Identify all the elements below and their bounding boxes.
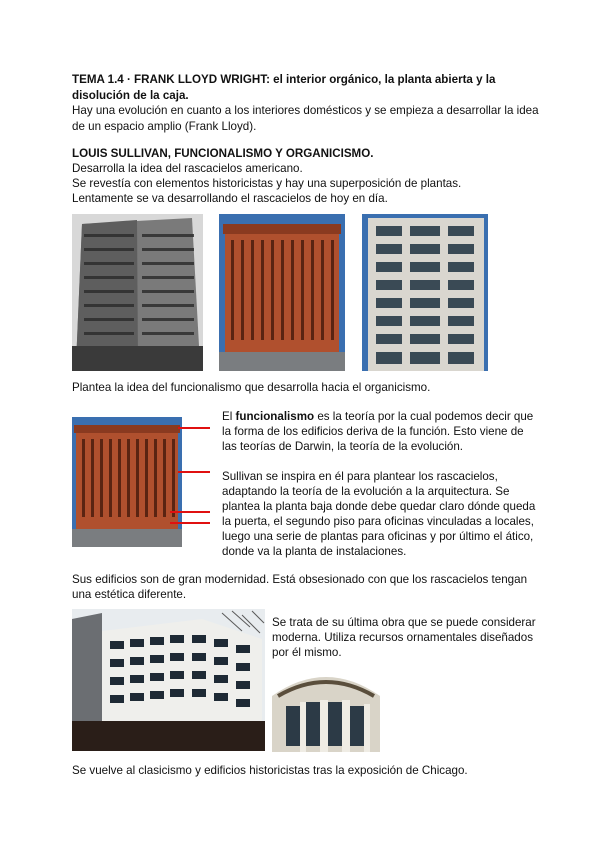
inspira-line-6: donde va la planta de instalaciones.: [222, 545, 407, 558]
clasicismo-text: Se vuelve al clasicismo y edificios historicistas tras la exposición de Chicago.: [72, 764, 468, 777]
func-bold-word: funcionalismo: [235, 410, 315, 423]
photo-ornament-detail: [272, 666, 380, 752]
inspira-line-1: Sullivan se inspira en él para plantear los rascacielos,: [222, 470, 498, 483]
arrow-attic: [178, 427, 210, 429]
photo-wainwright-building: [219, 214, 345, 371]
page-title-line-2: disolución de la caja.: [72, 89, 189, 102]
photo-carson-pirie-scott: [72, 609, 265, 751]
inspira-line-3: plantea la planta baja donde debe quedar claro dónde queda: [222, 500, 536, 513]
func-line-2: la forma de los edificios deriva de la función. Esto viene de: [222, 425, 524, 438]
inspira-line-2: adaptando la teoría de la evolución a la arquitectura. Se: [222, 485, 510, 498]
photo-wainwright-annotated: [72, 417, 182, 547]
modernidad-line-2: una estética diferente.: [72, 588, 187, 601]
arrow-second-floor: [170, 511, 210, 513]
inspira-line-5: luego una serie de plantas para oficinas y por último el ático,: [222, 530, 534, 543]
photo-carson-building-bw: [72, 214, 203, 371]
section-heading: LOUIS SULLIVAN, FUNCIONALISMO Y ORGANICISMO.: [72, 147, 374, 160]
sullivan-line-1: Desarrolla la idea del rascacielos americano.: [72, 162, 303, 175]
intro-line-1: Hay una evolución en cuanto a los interiores domésticos y se empieza a desarrollar la idea: [72, 104, 539, 117]
plantea-text: Plantea la idea del funcionalismo que desarrolla hacia el organicismo.: [72, 381, 431, 394]
ultima-line-1: Se trata de su última obra que se puede considerar: [272, 616, 536, 629]
modernidad-line-1: Sus edificios son de gran modernidad. Está obsesionado con que los rascacielos tengan: [72, 573, 528, 586]
ultima-line-3: por él mismo.: [272, 646, 342, 659]
func-prefix: El: [222, 410, 236, 423]
func-line-3: las teorías de Darwin, la teoría de la evolución.: [222, 440, 464, 453]
inspira-line-4: la puerta, el segundo piso para oficinas vinculadas a locales,: [222, 515, 534, 528]
intro-line-2: de un espacio amplio (Frank Lloyd).: [72, 120, 257, 133]
sullivan-line-3: Lentamente se va desarrollando el rascacielos de hoy en día.: [72, 192, 388, 205]
sullivan-line-2: Se revestía con elementos historicistas y hay una superposición de plantas.: [72, 177, 462, 190]
photo-reliance-building: [362, 214, 488, 371]
arrow-office-floors: [178, 471, 210, 473]
ultima-line-2: moderna. Utiliza recursos ornamentales diseñados: [272, 631, 533, 644]
page-title-line-1: TEMA 1.4 · FRANK LLOYD WRIGHT: el interior orgánico, la planta abierta y la: [72, 73, 496, 86]
func-rest: es la teoría por la cual podemos decir que: [314, 410, 534, 423]
func-line-1: [222, 409, 533, 425]
arrow-ground-floor: [170, 522, 210, 524]
